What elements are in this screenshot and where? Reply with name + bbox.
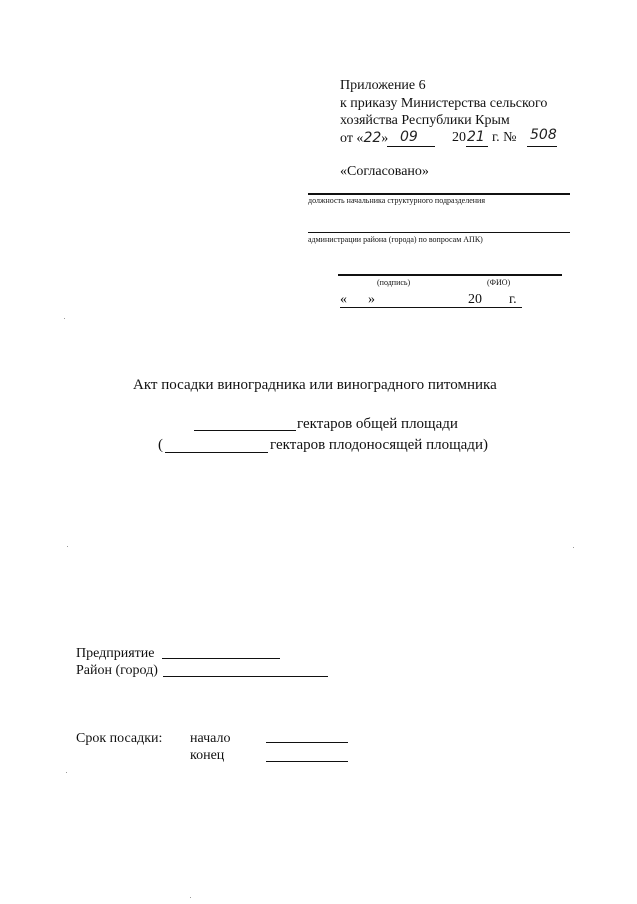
year-prefix: 20 bbox=[452, 130, 466, 145]
order-date-line bbox=[340, 129, 388, 148]
date-close-quote: » bbox=[381, 131, 389, 146]
total-area-label: гектаров общей площади bbox=[297, 416, 458, 432]
scan-speck bbox=[64, 318, 65, 319]
order-reference-line1: к приказу Министерства сельского bbox=[340, 96, 548, 111]
year-underline bbox=[466, 146, 488, 147]
fruit-area-open-paren: ( bbox=[158, 437, 163, 453]
district-label: Район (город) bbox=[76, 663, 158, 678]
scan-speck bbox=[573, 547, 574, 548]
scan-speck bbox=[67, 546, 68, 547]
appendix-number: Приложение 6 bbox=[340, 78, 426, 93]
admin-line bbox=[308, 232, 570, 233]
scan-speck bbox=[190, 897, 191, 898]
enterprise-blank bbox=[162, 658, 280, 659]
planting-period-label: Срок посадки: bbox=[76, 731, 163, 746]
admin-caption: администрации района (города) по вопросам АПК) bbox=[308, 235, 483, 244]
date-day-handwritten: 22 bbox=[363, 130, 382, 146]
date-month-underline bbox=[387, 146, 435, 147]
date-month-handwritten: 09 bbox=[400, 129, 418, 145]
date-prefix: от « bbox=[340, 131, 364, 146]
scan-speck bbox=[66, 772, 67, 773]
fruit-area-label: гектаров плодоносящей площади) bbox=[270, 437, 488, 453]
approval-date-underline bbox=[340, 307, 522, 308]
order-reference-line2: хозяйства Республики Крым bbox=[340, 113, 510, 128]
planting-start-label: начало bbox=[190, 731, 231, 746]
act-title: Акт посадки виноградника или виноградного питомника bbox=[133, 377, 497, 393]
position-line bbox=[308, 193, 570, 195]
planting-end-label: конец bbox=[190, 748, 225, 763]
district-blank bbox=[163, 676, 328, 677]
order-number-label: г. № bbox=[492, 130, 517, 145]
enterprise-label: Предприятие bbox=[76, 646, 155, 661]
total-area-blank bbox=[194, 430, 296, 431]
fruit-area-blank bbox=[165, 452, 268, 453]
position-caption: должность начальника структурного подразделения bbox=[308, 196, 486, 205]
approval-date-close: » bbox=[368, 292, 375, 307]
approval-title: «Согласовано» bbox=[340, 164, 429, 179]
approval-date-year: 20 bbox=[468, 292, 482, 307]
planting-end-blank bbox=[266, 761, 348, 762]
approval-date-g: г. bbox=[509, 292, 517, 307]
order-number-handwritten: 508 bbox=[530, 127, 557, 143]
year-handwritten: 21 bbox=[467, 129, 485, 145]
signature-line bbox=[338, 274, 562, 276]
signature-caption: (подпись) bbox=[377, 278, 411, 287]
order-number-underline bbox=[527, 146, 557, 147]
fio-caption: (ФИО) bbox=[487, 278, 511, 287]
approval-date-open: « bbox=[340, 292, 347, 307]
planting-start-blank bbox=[266, 742, 348, 743]
